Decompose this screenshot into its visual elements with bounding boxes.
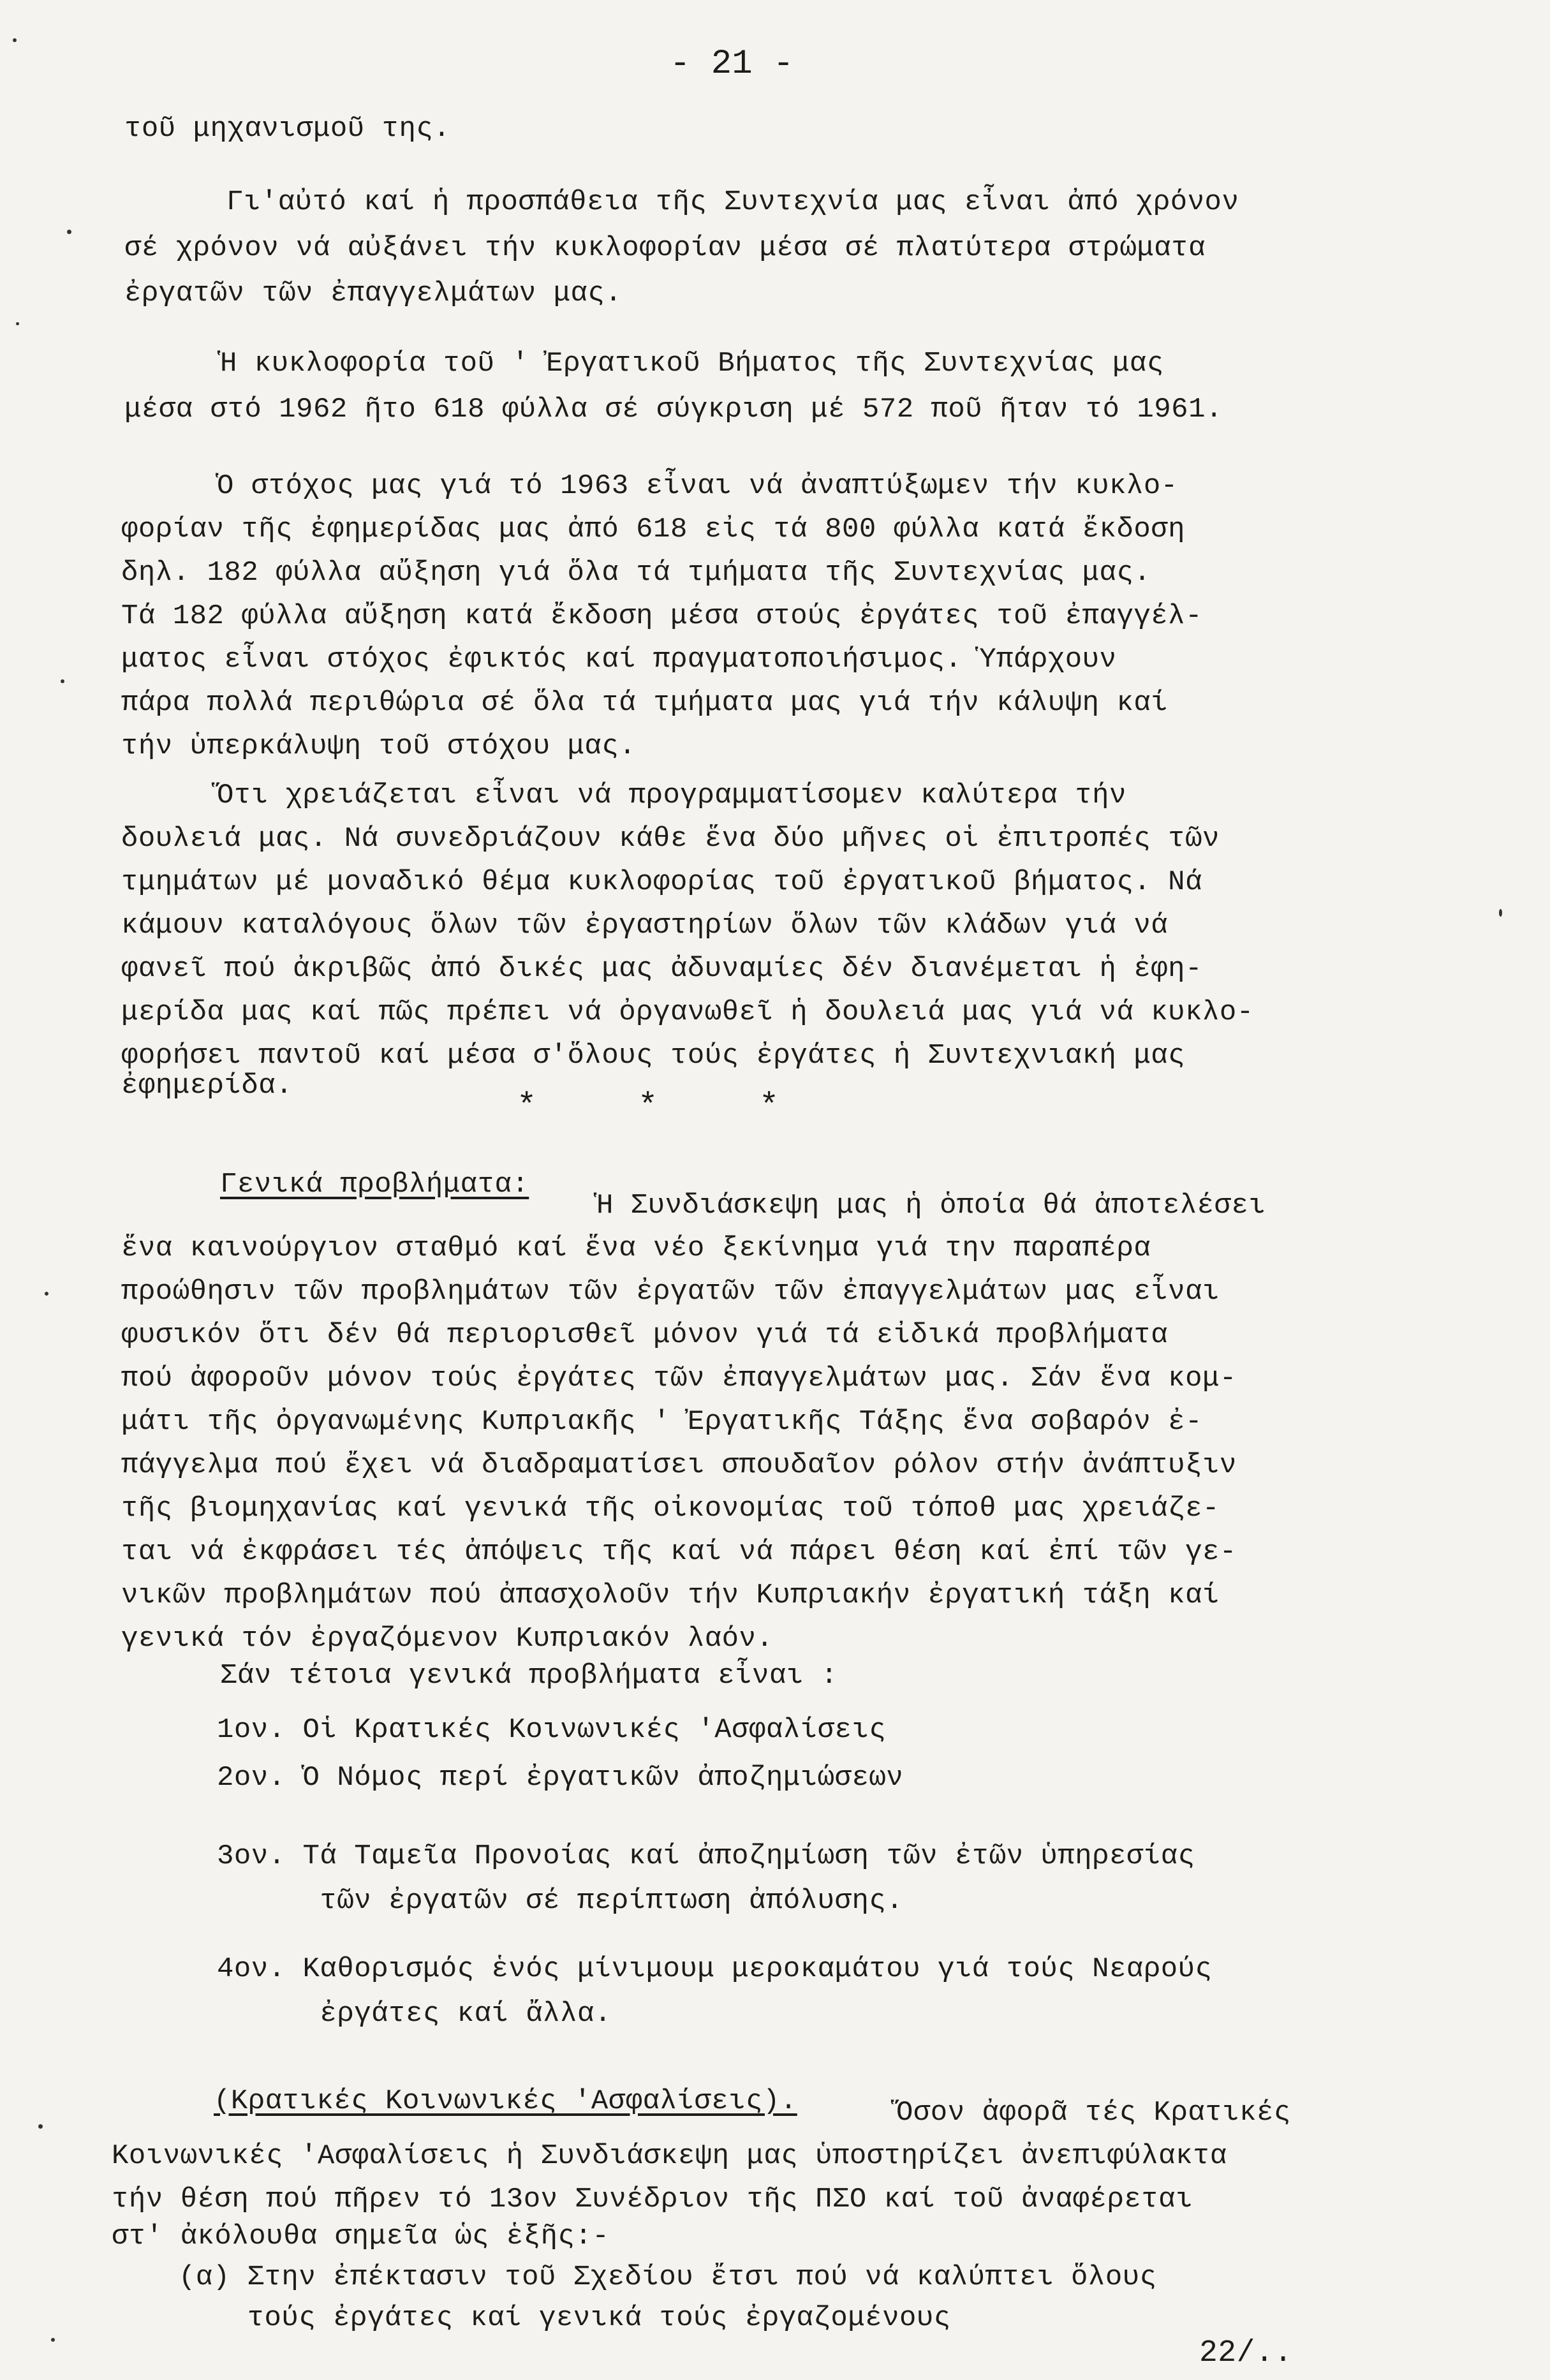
subheading: (Κρατικές Κοινωνικές 'Ασφαλίσεις). <box>214 2085 797 2117</box>
text-line: Τά 182 φύλλα αὔξηση κατά ἔκδοση μέσα στούς ἐργάτες τοῦ ἐπαγγέλ- <box>121 600 1202 632</box>
text-line: δουλειά μας. Νά συνεδριάζουν κάθε ἕνα δύο μῆνες οἱ ἐπιτροπές τῶν <box>121 823 1220 855</box>
text-line: ἐργατῶν τῶν ἐπαγγελμάτων μας. <box>124 277 623 309</box>
continuation-marker: 22/.. <box>1199 2336 1293 2370</box>
document-page: - 21 - τοῦ μηχανισμοῦ της. Γι'αὐτό καί ἡ προσπάθεια τῆς Συντεχνία μας εἶναι ἀπό χρόνον σέ χρόνον νά αὐξάνει τήν κυκλοφορίαν μέσα σέ πλατύτερα στρώματα ἐργατῶν τῶν ἐπαγγελμάτων μας. Ἡ κυκλοφορία τοῦ ' Ἐργατικοῦ Βήματος τῆς Συντεχνίας μας μέσα στό 1962 ῆτο 618 φύλλα σέ σύγκριση μέ 572 ποῦ ῆταν τό 1961. Ὁ στόχος μας γιά τό 1963 εἶναι νά ἀναπτύξωμεν τήν κυκλο- φορίαν τῆς ἐφημερίδας μας ἀπό 618 εἰς τά 800 φύλλα κατά ἔκδοση δηλ. 182 φύλλα αὔξηση γιά ὅλα τά τμήματα τῆς Συντεχνίας μας. Τά 182 φύλλα αὔξηση κατά ἔκδοση μέσα στούς ἐργάτες τοῦ ἐπαγγέλ- ματος εἶναι στόχος ἐφικτός καί πραγματοποιήσιμος. Ὑπάρχουν πάρα πολλά περιθώρια σέ ὅλα τά τμήματα μας γιά τήν κάλυψη καί τήν ὑπερκάλυψη τοῦ στόχου μας. Ὅτι χρειάζεται εἶναι νά προγραμματίσομεν καλύτερα τήν δουλειά μας. Νά συνεδριάζουν κάθε ἕνα δύο μῆνες οἱ ἐπιτροπές τῶν τμημάτων μέ μοναδικό θέμα κυκλοφορίας τοῦ ἐργατικοῦ βήματος. Νά κάμουν καταλόγους ὅλων τῶν ἐργαστηρίων ὅλων τῶν κλάδων γιά νά φανεῖ πού ἀκριβῶς ἀπό δικές μας ἀδυναμίες δέν διανέμεται ἡ ἐφη- μερίδα μας καί πῶς πρέπει νά ὀργανωθεῖ ἡ δουλειά μας γιά νά κυκλο- φορήσει παντοῦ καί μέσα σ'ὅλους τούς ἐργάτες ἡ Συντεχνιακή μας ἐφημερίδα. * * * Γενικά προβλήματα: Ἡ Συνδιάσκεψη μας ἡ ὁποία θά ἀποτελέσει ἕνα καινούργιον σταθμό καί ἕνα νέο ξεκίνημα γιά την παραπέρα προώθησιν τῶν προβλημάτων τῶν ἐργατῶν τῶν ἐπαγγελμάτων μας εἶναι φυσικόν ὅτι δέν θά περιορισθεῖ μόνον γιά τά εἰδικά προβλήματα πού ἀφοροῦν μόνον τούς ἐργάτες τῶν ἐπαγγελμάτων μας. Σάν ἕνα κομ- μάτι τῆς ὀργανωμένης Κυπριακῆς ' Ἐργατικῆς Τάξης ἕνα σοβαρόν ἐ- πάγγελμα πού ἔχει νά διαδραματίσει σπουδαῖον ρόλον στήν ἀνάπτυξιν τῆς βιομηχανίας καί γενικά τῆς οἰκονομίας τοῦ τόποθ μας χρειάζε- ται νά ἐκφράσει τές ἀπόψεις τῆς καί νά πάρει θέση καί ἐπί τῶν γε- νικῶν προβλημάτων πού ἀπασχολοῦν τήν Κυπριακήν ἐργατική τάξη καί γενικά τόν ἐργαζόμενον Κυπριακόν λαόν. Σάν τέτοια γενικά προβλήματα εἶναι : 1ον. Οἱ Κρατικές Κοινωνικές 'Ασφαλίσεις 2ον. Ὁ Νόμος περί ἐργατικῶν ἀποζημιώσεων 3ον. Τά Ταμεῖα Προνοίας καί ἀποζημίωση τῶν ἐτῶν ὑπηρεσίας τῶν ἐργατῶν σέ περίπτωση ἀπόλυσης. 4ον. Καθορισμός ἑνός μίνιμουμ μεροκαμάτου γιά τούς Νεαρούς ἐργάτες καί ἄλλα. (Κρατικές Κοινωνικές 'Ασφαλίσεις). Ὅσον ἀφορᾶ τές Κρατικές Κοινωνικές 'Ασφαλίσεις ἡ Συνδιάσκεψη μας ὑποστηρίζει ἀνεπιφύλακτα τήν θέση πού πῆρεν τό 13ον Συνέδριον τῆς ΠΣΟ καί τοῦ ἀναφέρεται στ' ἀκόλουθα σημεῖα ὡς ἑξῆς:- (α) Στην ἐπέκτασιν τοῦ Σχεδίου ἔτσι πού νά καλύπτει ὅλους τούς ἐργάτες καί γενικά τούς ἐργαζομένους 22/.. <box>0 0 1550 2380</box>
text-line: δηλ. 182 φύλλα αὔξηση γιά ὅλα τά τμήματα τῆς Συντεχνίας μας. <box>121 557 1151 589</box>
text-line: φανεῖ πού ἀκριβῶς ἀπό δικές μας ἀδυναμίες δέν διανέμεται ἡ ἐφη- <box>121 953 1202 985</box>
list-item: 2ον. Ὁ Νόμος περί ἐργατικῶν ἀποζημιώσεων <box>217 1762 904 1794</box>
text-line: μάτι τῆς ὀργανωμένης Κυπριακῆς ' Ἐργατικῆς Τάξης ἕνα σοβαρόν ἐ- <box>121 1406 1202 1438</box>
text-line: ἐφημερίδα. <box>121 1070 293 1102</box>
text-line: τούς ἐργάτες καί γενικά τούς ἐργαζομένους <box>179 2302 951 2334</box>
text-line: Ὁ στόχος μας γιά τό 1963 εἶναι νά ἀναπτύξωμεν τήν κυκλο- <box>217 470 1178 502</box>
list-item: ἐργάτες καί ἄλλα. <box>217 1998 612 2030</box>
section-heading: Γενικά προβλήματα: <box>220 1169 529 1201</box>
scan-speck <box>1499 909 1502 917</box>
scan-speck <box>45 1292 48 1296</box>
scan-speck <box>38 2124 43 2129</box>
scan-speck <box>67 230 71 234</box>
list-item: 1ον. Οἱ Κρατικές Κοινωνικές 'Ασφαλίσεις <box>217 1714 887 1746</box>
list-item: 3ον. Τά Ταμεῖα Προνοίας καί ἀποζημίωση τῶν ἐτῶν ὑπηρεσίας <box>217 1840 1195 1872</box>
text-line: προώθησιν τῶν προβλημάτων τῶν ἐργατῶν τῶν ἐπαγγελμάτων μας εἶναι <box>121 1276 1220 1308</box>
text-line: τῆς βιομηχανίας καί γενικά τῆς οἰκονομίας τοῦ τόποθ μας χρειάζε- <box>121 1493 1220 1525</box>
list-item: τῶν ἐργατῶν σέ περίπτωση ἀπόλυσης. <box>217 1885 904 1917</box>
text-line: πάγγελμα πού ἔχει νά διαδραματίσει σπουδαῖον ρόλον στήν ἀνάπτυξιν <box>121 1449 1237 1481</box>
text-line: πού ἀφοροῦν μόνον τούς ἐργάτες τῶν ἐπαγγελμάτων μας. Σάν ἕνα κομ- <box>121 1363 1237 1394</box>
text-line: τμημάτων μέ μοναδικό θέμα κυκλοφορίας τοῦ ἐργατικοῦ βήματος. Νά <box>121 866 1202 898</box>
list-intro: Σάν τέτοια γενικά προβλήματα εἶναι : <box>220 1660 838 1692</box>
text-line: σέ χρόνον νά αὐξάνει τήν κυκλοφορίαν μέσα σέ πλατύτερα στρώματα <box>124 232 1206 264</box>
text-line: φυσικόν ὅτι δέν θά περιορισθεῖ μόνον γιά τά εἰδικά προβλήματα <box>121 1319 1169 1351</box>
text-line: Γι'αὐτό καί ἡ προσπάθεια τῆς Συντεχνία μας εἶναι ἀπό χρόνον <box>226 186 1239 218</box>
scan-speck <box>13 38 17 42</box>
text-line: Κοινωνικές 'Ασφαλίσεις ἡ Συνδιάσκεψη μας ὑποστηρίζει ἀνεπιφύλακτα <box>112 2140 1227 2172</box>
text-line: μερίδα μας καί πῶς πρέπει νά ὀργανωθεῖ ἡ δουλειά μας γιά νά κυκλο- <box>121 996 1254 1028</box>
text-line: ται νά ἐκφράσει τές ἀπόψεις τῆς καί νά πάρει θέση καί ἐπί τῶν γε- <box>121 1536 1237 1568</box>
text-line: (α) Στην ἐπέκτασιν τοῦ Σχεδίου ἔτσι πού νά καλύπτει ὅλους <box>179 2261 1157 2293</box>
text-line: Ὅσον ἀφορᾶ τές Κρατικές <box>896 2097 1291 2129</box>
text-line: ἕνα καινούργιον σταθμό καί ἕνα νέο ξεκίνημα γιά την παραπέρα <box>121 1232 1151 1264</box>
text-line: τήν θέση πού πῆρεν τό 13ον Συνέδριον τῆς ΠΣΟ καί τοῦ ἀναφέρεται <box>112 2184 1193 2215</box>
text-line: μέσα στό 1962 ῆτο 618 φύλλα σέ σύγκριση μέ 572 ποῦ ῆταν τό 1961. <box>124 394 1223 425</box>
text-line: νικῶν προβλημάτων πού ἀπασχολοῦν τήν Κυπριακήν ἐργατική τάξη καί <box>121 1579 1220 1611</box>
scan-speck <box>16 322 19 325</box>
text-line: τήν ὑπερκάλυψη τοῦ στόχου μας. <box>121 730 637 762</box>
text-line: φορήσει παντοῦ καί μέσα σ'ὅλους τούς ἐργάτες ἡ Συντεχνιακή μας <box>121 1040 1186 1072</box>
text-line: Ἡ Συνδιάσκεψη μας ἡ ὁποία θά ἀποτελέσει <box>596 1190 1266 1222</box>
list-item: 4ον. Καθορισμός ἑνός μίνιμουμ μεροκαμάτου γιά τούς Νεαρούς <box>217 1953 1213 1985</box>
text-line: στ' ἀκόλουθα σημεῖα ὡς ἑξῆς:- <box>112 2221 610 2252</box>
text-line: γενικά τόν ἐργαζόμενον Κυπριακόν λαόν. <box>121 1623 774 1655</box>
text-line: πάρα πολλά περιθώρια σέ ὅλα τά τμήματα μας γιά τήν κάλυψη καί <box>121 687 1169 719</box>
text-line: Ὅτι χρειάζεται εἶναι νά προγραμματίσομεν καλύτερα τήν <box>217 780 1126 811</box>
text-line: τοῦ μηχανισμοῦ της. <box>124 113 451 145</box>
scan-speck <box>61 679 64 683</box>
scan-speck <box>51 2338 55 2342</box>
text-line: Ἡ κυκλοφορία τοῦ ' Ἐργατικοῦ Βήματος τῆς Συντεχνίας μας <box>220 348 1164 380</box>
text-line: ματος εἶναι στόχος ἐφικτός καί πραγματοποιήσιμος. Ὑπάρχουν <box>121 644 1117 676</box>
text-line: φορίαν τῆς ἐφημερίδας μας ἀπό 618 εἰς τά 800 φύλλα κατά ἔκδοση <box>121 514 1186 545</box>
text-line: κάμουν καταλόγους ὅλων τῶν ἐργαστηρίων ὅλων τῶν κλάδων γιά νά <box>121 910 1169 942</box>
page-number: - 21 - <box>670 45 794 84</box>
